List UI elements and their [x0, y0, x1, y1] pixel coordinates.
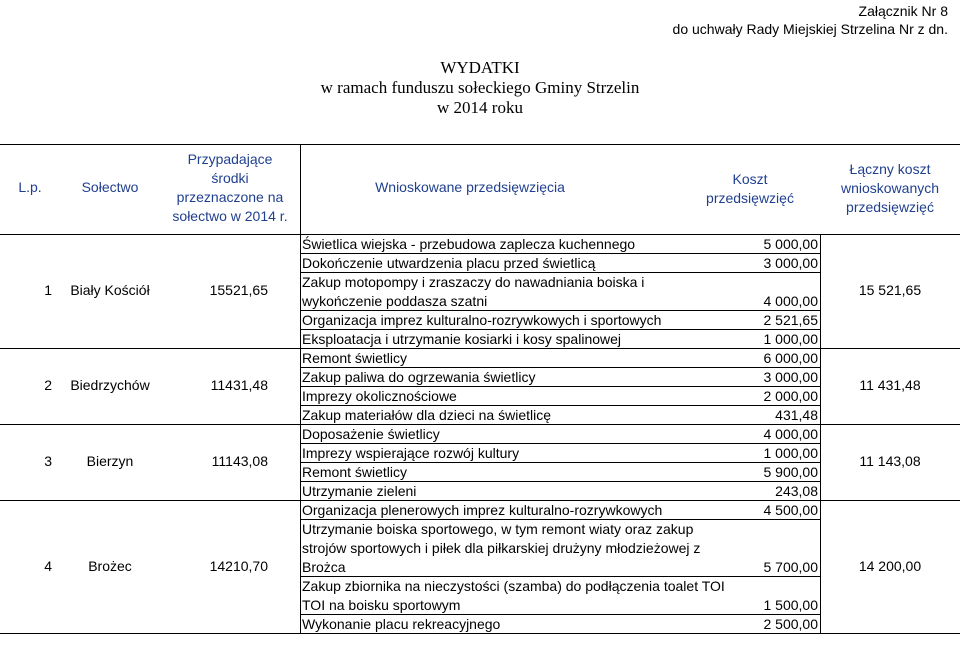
annex-resolution: do uchwały Rady Miejskiej Strzelina Nr z dn. [672, 21, 948, 37]
group-divider [820, 633, 960, 634]
project-text: Remont świetlicy [302, 464, 408, 480]
village-funds: 15521,65 [209, 282, 268, 298]
header-funds [160, 150, 300, 226]
page-subtitle: w ramach funduszu sołeckiego Gminy Strzelin [320, 78, 640, 97]
column-divider [820, 234, 821, 633]
project-cost: 5 900,00 [763, 464, 818, 480]
project-text: Imprezy wspierające rozwój kultury [302, 445, 520, 461]
village-total: 11 431,48 [859, 377, 921, 393]
project-cost: 4 500,00 [763, 502, 818, 518]
header-funds-line: sołectwo w 2014 r. [172, 208, 288, 224]
group-divider [820, 424, 960, 425]
project-text: Brożca [302, 559, 346, 575]
project-cost: 1 000,00 [763, 331, 818, 347]
header-total-line: Łączny koszt [849, 161, 931, 177]
village-total: 15 521,65 [858, 282, 922, 298]
project-text: Imprezy okolicznościowe [302, 388, 457, 404]
project-cost: 4 000,00 [763, 293, 818, 309]
project-text: Świetlica wiejska - przebudowa zaplecza kuchennego [302, 236, 636, 252]
project-text: Wykonanie placu rekreacyjnego [302, 616, 501, 632]
header-cost-line: przedsięwzięć [706, 190, 794, 206]
project-text: Organizacja imprez kulturalno-rozrywkowych i sportowych [302, 312, 662, 328]
header-total-line: wnioskowanych [840, 180, 940, 196]
village-lp: 3 [44, 453, 52, 469]
group-divider [0, 500, 300, 501]
header-solectwo: Sołectwo [81, 179, 139, 195]
project-cost: 1 000,00 [763, 445, 818, 461]
group-divider [820, 500, 960, 501]
project-cost: 4 000,00 [763, 426, 818, 442]
village-funds: 11143,08 [211, 453, 268, 469]
group-divider [0, 348, 300, 349]
project-cost: 1 500,00 [763, 597, 818, 613]
project-text: Utrzymanie zieleni [302, 483, 417, 499]
project-text: Zakup motopompy i zraszaczy do nawadniania boiska i [302, 274, 645, 290]
village-name: Brożec [88, 557, 132, 574]
column-divider [640, 234, 641, 633]
project-text: Eksploatacja i utrzymanie kosiarki i kosy spalinowej [302, 331, 622, 347]
project-text: Organizacja plenerowych imprez kulturalno-rozrywkowych [302, 502, 663, 518]
group-divider [820, 348, 960, 349]
header-cost [680, 170, 820, 208]
village-lp: 2 [44, 377, 52, 393]
project-cost: 2 500,00 [763, 616, 818, 632]
project-cost: 5 000,00 [763, 236, 818, 252]
project-cost: 5 700,00 [763, 559, 818, 575]
project-text: Zakup materiałów dla dzieci na świetlicę [302, 407, 551, 423]
header-projects: Wnioskowane przedsięwzięcia [375, 179, 565, 195]
village-name: Biedrzychów [70, 377, 150, 393]
project-text: Dokończenie utwardzenia placu przed świetlicą [302, 255, 596, 271]
group-divider [0, 424, 300, 425]
village-total: 11 143,08 [859, 453, 921, 469]
row-divider [300, 633, 820, 634]
project-text: Doposażenie świetlicy [302, 426, 440, 442]
project-text: Utrzymanie boiska sportowego, w tym remont wiaty oraz zakup [302, 521, 694, 537]
project-cost: 6 000,00 [763, 350, 818, 366]
header-lp: L.p. [18, 179, 42, 195]
project-cost: 243,08 [775, 483, 818, 499]
project-text: TOI na boisku sportowym [302, 597, 461, 613]
project-cost: 2 521,65 [763, 312, 818, 328]
project-text: Remont świetlicy [302, 350, 408, 366]
project-cost: 2 000,00 [763, 388, 818, 404]
header-cost-line: Koszt [732, 171, 768, 187]
village-name: Bierzyn [86, 453, 134, 469]
project-text: Zakup paliwa do ogrzewania świetlicy [302, 369, 536, 385]
column-divider [300, 144, 301, 633]
header-funds-line: przeznaczone na [176, 189, 284, 205]
project-text: Zakup zbiornika na nieczystości (szamba) do podłączenia toalet TOI [302, 578, 725, 594]
village-name: Biały Kościół [70, 282, 150, 298]
village-funds: 11431,48 [210, 377, 268, 393]
annex-label: Załącznik Nr 8 [858, 3, 948, 19]
page-title: WYDATKI [440, 58, 520, 77]
village-funds: 14210,70 [209, 557, 268, 574]
project-cost: 3 000,00 [763, 369, 818, 385]
village-lp: 4 [44, 557, 52, 574]
header-bottom-border [0, 234, 960, 235]
page-year: w 2014 roku [437, 98, 523, 117]
table-top-border [0, 144, 960, 145]
village-total: 14 200,00 [858, 557, 922, 574]
project-text: strojów sportowych i piłek dla piłkarskiej drużyny młodzieżowej z [302, 540, 701, 556]
header-total [820, 160, 960, 217]
project-cost: 431,48 [775, 407, 818, 423]
group-divider [0, 633, 300, 634]
project-cost: 3 000,00 [763, 255, 818, 271]
header-funds-line: Przypadające [187, 151, 273, 167]
project-text: wykończenie poddasza szatni [302, 293, 488, 309]
header-funds-line: środki [211, 170, 249, 186]
village-lp: 1 [44, 282, 52, 298]
header-total-line: przedsięwzięć [846, 199, 934, 215]
